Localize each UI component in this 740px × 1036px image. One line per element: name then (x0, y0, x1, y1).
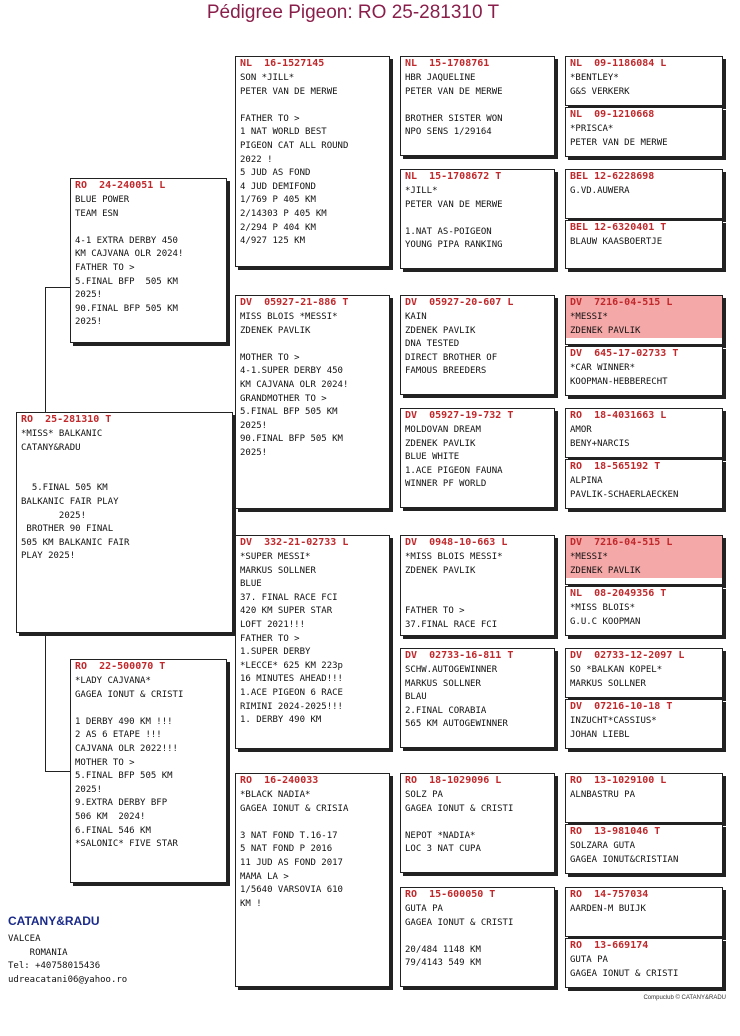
ancestor-card (565, 648, 723, 698)
ring-number: DV 05927-19-732 T (405, 410, 514, 421)
pigeon-details: SO *BALKAN KOPEL* MARKUS SOLLNER (570, 665, 663, 689)
pigeon-details: *MESSI* ZDENEK PAVLIK (566, 311, 722, 338)
father-card (70, 178, 227, 343)
ring-number: DV 07216-10-18 T (570, 701, 673, 712)
ring-number: DV 05927-21-886 T (240, 297, 349, 308)
ring-number: NL 08-2049356 T (570, 588, 667, 599)
ring-number: BEL 12-6228698 (570, 171, 655, 182)
pigeon-details: ALNBASTRU PA (570, 790, 636, 800)
pigeon-details: *SUPER MESSI* MARKUS SOLLNER BLUE 37. FINAL RACE FCI 420 KM SUPER STAR LOFT 2021!!! FATHER TO > 1.SUPER DERBY *LECCE* 625 KM 223p 16 MINUTES AHEAD!!! 1.ACE PIGEON 6 RACE RIMINI 2024-2025!!! 1. DERBY 490 KM (240, 552, 343, 726)
ancestor-card (565, 107, 723, 157)
ancestor-card (400, 295, 555, 395)
ancestor-card-highlighted (565, 295, 723, 345)
connector-main-top (45, 287, 46, 413)
pigeon-details: MOLDOVAN DREAM ZDENEK PAVLIK BLUE WHITE 1.ACE PIGEON FAUNA WINNER PF WORLD (405, 425, 503, 490)
connector-mother (45, 771, 71, 772)
ancestor-card (400, 648, 555, 748)
pigeon-details: *JILL* PETER VAN DE MERWE 1.NAT AS-POIGEON YOUNG PIPA RANKING (405, 186, 503, 251)
ancestor-card (565, 56, 723, 106)
pigeon-details: *BLACK NADIA* GAGEA IONUT & CRISIA 3 NAT FOND T.16-17 5 NAT FOND P 2016 11 JUD AS FOND 2017 MAMA LA > 1/5640 VARSOVIA 610 KM ! (240, 790, 349, 909)
ring-number: DV 7216-04-515 L (566, 536, 722, 551)
pigeon-details: *MISS BLOIS* G.U.C KOOPMAN (570, 603, 641, 627)
ring-number: RO 15-600050 T (405, 889, 496, 900)
ring-number: DV 645-17-02733 T (570, 348, 679, 359)
ancestor-card (565, 346, 723, 396)
ring-number: NL 15-1708761 (405, 58, 490, 69)
pigeon-details: *CAR WINNER* KOOPMAN-HEBBERECHT (570, 363, 668, 387)
ring-number: DV 332-21-02733 L (240, 537, 349, 548)
ancestor-card-highlighted (565, 535, 723, 585)
ancestor-card (400, 56, 555, 156)
pigeon-details: *LADY CAJVANA* GAGEA IONUT & CRISTI 1 DERBY 490 KM !!! 2 AS 6 ETAPE !!! CAJVANA OLR 2022!!! MOTHER TO > 5.FINAL BFP 505 KM 2025! 9.EXTRA DERBY BFP 506 KM 2024! 6.FINAL 546 KM *SALONIC* FIVE STAR (75, 676, 184, 850)
ancestor-card (400, 535, 555, 636)
ring-number: RO 18-1029096 L (405, 775, 502, 786)
pigeon-details: AARDEN-M BUIJK (570, 904, 646, 914)
ring-number: RO 25-281310 T (21, 414, 112, 425)
ancestor-card (565, 459, 723, 509)
pigeon-details: GUTA PA GAGEA IONUT & CRISTI 20/484 1148 KM 79/4143 549 KM (405, 904, 514, 969)
main-pigeon-card (16, 412, 233, 633)
ring-number: DV 02733-12-2097 L (570, 650, 685, 661)
pigeon-details: KAIN ZDENEK PAVLIK DNA TESTED DIRECT BROTHER OF FAMOUS BREEDERS (405, 312, 498, 377)
ring-number: DV 0948-10-663 L (405, 537, 508, 548)
breeder-contact: VALCEA ROMANIA Tel: +40758015436 udreacatani06@yahoo.ro (8, 934, 128, 985)
pigeon-details: *MESSI* ZDENEK PAVLIK (566, 551, 722, 578)
ancestor-card (400, 773, 555, 873)
ring-number: DV 05927-20-607 L (405, 297, 514, 308)
pigeon-details: SOLZARA GUTA GAGEA IONUT&CRISTIAN (570, 841, 679, 865)
ring-number: RO 14-757034 (570, 889, 649, 900)
ancestor-card (400, 887, 555, 987)
page-title: Pédigree Pigeon: RO 25-281310 T (206, 2, 500, 23)
connector-main-bottom (45, 632, 46, 772)
ancestor-card (565, 887, 723, 937)
pigeon-details: *BENTLEY* G&S VERKERK (570, 73, 630, 97)
pigeon-details: GUTA PA GAGEA IONUT & CRISTI (570, 955, 679, 979)
ring-number: DV 7216-04-515 L (566, 296, 722, 311)
pigeon-details: MISS BLOIS *MESSI* ZDENEK PAVLIK MOTHER TO > 4-1.SUPER DERBY 450 KM CAJVANA OLR 2024! GRANDMOTHER TO > 5.FINAL BFP 505 KM 2025! 90.FINAL BFP 505 KM 2025! (240, 312, 349, 458)
ancestor-card (565, 699, 723, 749)
ancestor-card (565, 586, 723, 636)
ring-number: NL 09-1210668 (570, 109, 655, 120)
ancestor-card (565, 220, 723, 269)
pigeon-details: *MISS* BALKANIC CATANY&RADU 5.FINAL 505 KM BALKANIC FAIR PLAY 2025! BROTHER 90 FINAL 505 KM BALKANIC FAIR PLAY 2025! (21, 429, 130, 562)
ring-number: RO 18-4031663 L (570, 410, 667, 421)
pigeon-details: SOLZ PA GAGEA IONUT & CRISTI NEPOT *NADIA* LOC 3 NAT CUPA (405, 790, 514, 855)
pigeon-details: INZUCHT*CASSIUS* JOHAN LIEBL (570, 716, 657, 740)
ancestor-card (565, 824, 723, 874)
ring-number: RO 24-240051 L (75, 180, 166, 191)
ancestor-card (565, 938, 723, 988)
ancestor-card (565, 169, 723, 219)
pigeon-details: HBR JAQUELINE PETER VAN DE MERWE BROTHER SISTER WON NPO SENS 1/29164 (405, 73, 503, 138)
pigeon-details: *MISS BLOIS MESSI* ZDENEK PAVLIK FATHER TO > 37.FINAL RACE FCI (405, 552, 503, 630)
grandmother-maternal-card (235, 773, 390, 987)
ring-number: RO 22-500070 T (75, 661, 166, 672)
ring-number: NL 15-1708672 T (405, 171, 502, 182)
ring-number: RO 13-669174 (570, 940, 649, 951)
pigeon-details: SON *JILL* PETER VAN DE MERWE FATHER TO > 1 NAT WORLD BEST PIGEON CAT ALL ROUND 2022 ! 5 JUD AS FOND 4 JUD DEMIFOND 1/769 P 405 KM 2/14303 P 405 KM 2/294 P 404 KM 4/927 125 KM (240, 73, 349, 247)
pigeon-details: ALPINA PAVLIK-SCHAERLAECKEN (570, 476, 679, 500)
grandfather-paternal-card (235, 56, 390, 267)
connector-father (45, 287, 71, 288)
pigeon-details: BLUE POWER TEAM ESN 4-1 EXTRA DERBY 450 KM CAJVANA OLR 2024! FATHER TO > 5.FINAL BFP 505 KM 2025! 90.FINAL BFP 505 KM 2025! (75, 195, 184, 328)
ring-number: DV 02733-16-811 T (405, 650, 514, 661)
ancestor-card (400, 408, 555, 508)
ancestor-card (565, 773, 723, 823)
pigeon-details: G.VD.AUWERA (570, 186, 630, 196)
ring-number: RO 13-981046 T (570, 826, 661, 837)
ring-number: NL 16-1527145 (240, 58, 325, 69)
ring-number: RO 13-1029100 L (570, 775, 667, 786)
breeder-name: CATANY&RADU (8, 914, 100, 928)
pigeon-details: BLAUW KAASBOERTJE (570, 237, 663, 247)
breeder-info (8, 914, 127, 987)
pigeon-details: SCHW.AUTOGEWINNER MARKUS SOLLNER BLAU 2.FINAL CORABIA 565 KM AUTOGEWINNER (405, 665, 508, 730)
pigeon-details: *PRISCA* PETER VAN DE MERWE (570, 124, 668, 148)
ancestor-card (400, 169, 555, 269)
ancestor-card (565, 408, 723, 458)
grandmother-paternal-card (235, 295, 390, 509)
ring-number: BEL 12-6320401 T (570, 222, 667, 233)
software-credit: Compuclub © CATANY&RADU (643, 995, 726, 1001)
mother-card (70, 659, 227, 883)
grandfather-maternal-card (235, 535, 390, 749)
pigeon-details: AMOR BENY+NARCIS (570, 425, 630, 449)
ring-number: RO 18-565192 T (570, 461, 661, 472)
ring-number: NL 09-1186084 L (570, 58, 667, 69)
ring-number: RO 16-240033 (240, 775, 319, 786)
